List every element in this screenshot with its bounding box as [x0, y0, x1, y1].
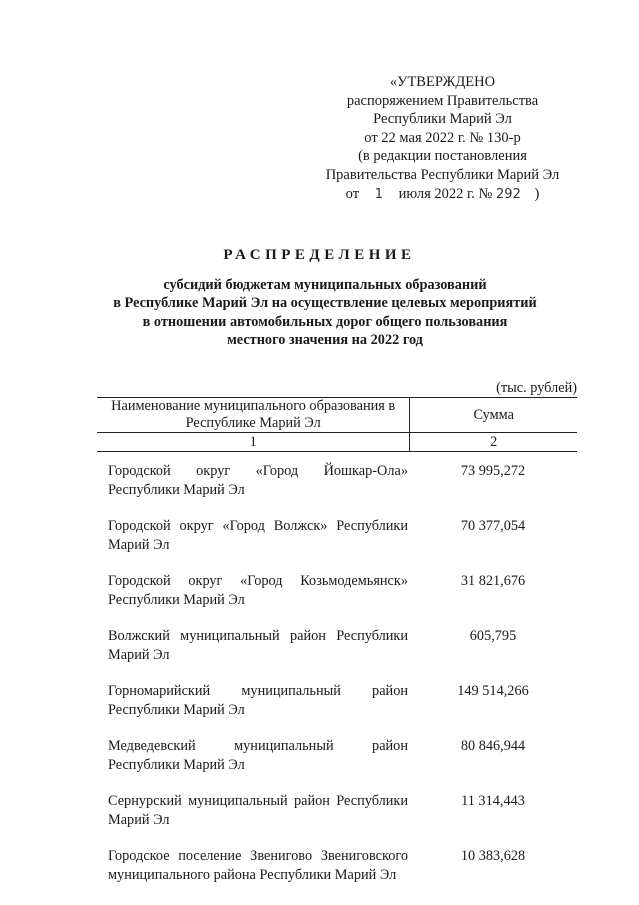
document-title: РАСПРЕДЕЛЕНИЕ [223, 247, 416, 263]
table-header [97, 397, 577, 452]
approval-from: от [345, 185, 360, 202]
table-row [108, 517, 578, 555]
subtitle-line: в Республике Марий Эл на осуществление целевых мероприятий [113, 295, 537, 312]
subtitle-line: субсидий бюджетам муниципальных образований [163, 277, 487, 293]
table-row [108, 627, 578, 665]
table-row [108, 682, 578, 720]
row-name: Волжский муниципальный район Республики Марий Эл [108, 628, 408, 663]
subtitle-line: в отношении автомобильных дорог общего пользования [142, 313, 508, 330]
approval-number: 292 [496, 186, 521, 202]
approval-line: от 22 мая 2022 г. № 130-р [364, 129, 521, 146]
units-label: (тыс. рублей) [496, 380, 577, 396]
approval-close: ) [534, 185, 540, 202]
row-name: Городской округ «Город Йошкар-Ола» Республики Марий Эл [108, 463, 408, 498]
row-sum: 70 377,054 [460, 518, 526, 534]
row-sum: 605,795 [469, 628, 517, 644]
row-sum: 10 383,628 [460, 848, 526, 864]
table-body [108, 462, 578, 902]
row-name: Городской округ «Город Козьмодемьянск» Республики Марий Эл [108, 573, 408, 608]
header-name: Наименование муниципального образования в Республике Марий Эл [97, 398, 410, 433]
subtitle-line: местного значения на 2022 год [227, 331, 423, 348]
table-row [108, 792, 578, 830]
approval-line: Правительства Республики Марий Эл [325, 166, 560, 183]
header-index-1: 1 [97, 433, 410, 452]
approval-stamp [300, 73, 585, 204]
table-row [108, 572, 578, 610]
table-row [108, 847, 578, 885]
approval-line: распоряжением Правительства [346, 92, 539, 109]
header-index-2: 2 [410, 433, 577, 452]
approval-date-line [300, 185, 585, 205]
approval-month-year: июля 2022 г. № [398, 185, 493, 202]
row-name: Горномарийский муниципальный район Республики Марий Эл [108, 683, 408, 718]
row-sum: 11 314,443 [461, 793, 525, 809]
approval-line: (в редакции постановления [358, 148, 527, 165]
row-name: Медведевский муниципальный район Республики Марий Эл [108, 738, 408, 773]
row-sum: 73 995,272 [460, 463, 526, 479]
header-sum: Сумма [410, 398, 577, 433]
document-subtitle [90, 276, 560, 349]
approval-line: «УТВЕРЖДЕНО [389, 74, 496, 90]
table-row [108, 462, 578, 500]
approval-day: 1 [374, 186, 383, 202]
approval-line: Республики Марий Эл [373, 111, 512, 128]
row-name: Городской округ «Город Волжск» Республики Марий Эл [108, 518, 408, 553]
row-sum: 80 846,944 [460, 738, 526, 754]
row-name: Сернурский муниципальный район Республики Марий Эл [108, 793, 408, 828]
row-sum: 31 821,676 [460, 573, 526, 589]
table-row [108, 737, 578, 775]
row-name: Городское поселение Звенигово Звениговского муниципального района Республики Марий Эл [108, 848, 408, 883]
row-sum: 149 514,266 [457, 683, 529, 699]
